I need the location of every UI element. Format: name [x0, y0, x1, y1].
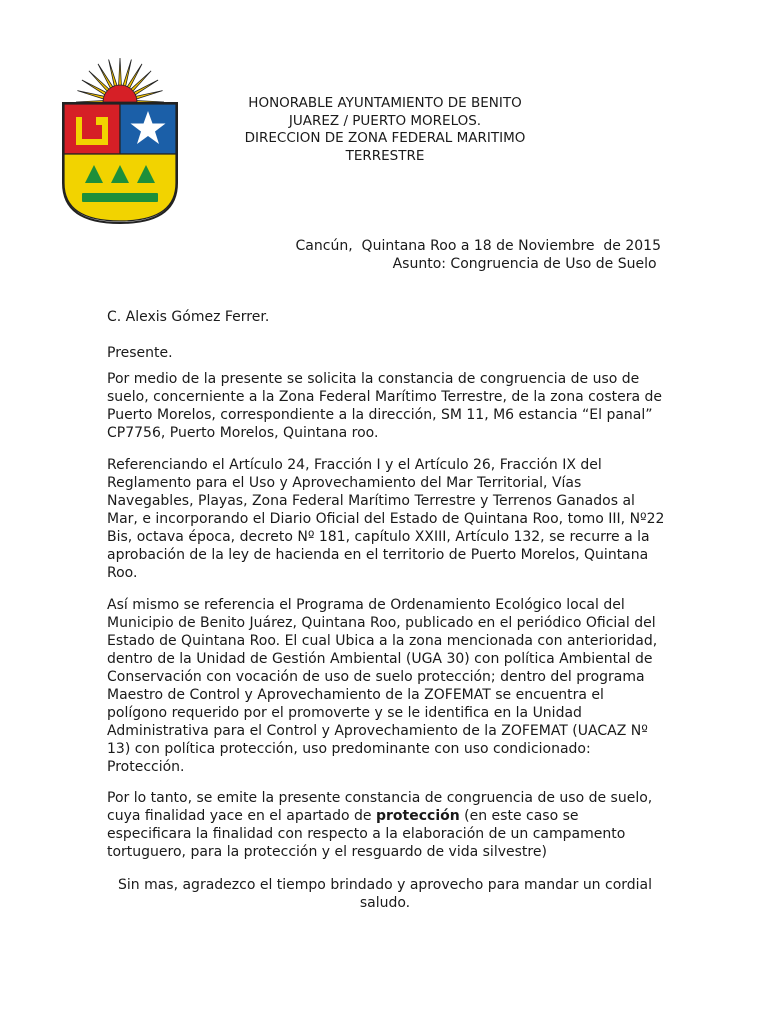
green-band: [82, 193, 158, 202]
paragraph-4-emphasis: protección: [375, 808, 460, 824]
salutation: Presente.: [107, 345, 173, 361]
letterhead-line-4: TERRESTRE: [345, 147, 425, 164]
subject-line: Asunto: Congruencia de Uso de Suelo: [392, 256, 661, 272]
letterhead-line-2: JUAREZ / PUERTO MORELOS.: [288, 112, 482, 129]
yellow-base: [64, 154, 176, 221]
letterhead: [230, 95, 540, 165]
sun-icon: [76, 58, 164, 103]
date-line: Cancún, Quintana Roo a 18 de Noviembre de 2015: [295, 238, 661, 254]
closing-line: Sin mas, agradezco el tiempo brindado y aprovecho para mandar un cordial saludo.: [117, 877, 653, 911]
red-quarter: [64, 104, 120, 154]
recipient-name: C. Alexis Gómez Ferrer.: [107, 309, 270, 325]
letterhead-line-3: DIRECCION DE ZONA FEDERAL MARITIMO: [244, 130, 526, 146]
body-paragraph-2: Referenciando el Artículo 24, Fracción I y el Artículo 26, Fracción IX del Reglamento para el Uso y Aprovechamiento del Mar Territorial, Vías Navegables, Playas, Zona Federal Marítimo Terrestre y Terrenos Ganados al Mar, e incorporando el Diario Oficial del Estado de Quintana Roo, tomo III, Nº22 Bis, octava época, decreto Nº 181, capítulo XXIII, Artículo 132, se recurre a la aprobación de la ley de hacienda en el territorio de Puerto Morelos, Quintana Roo.: [107, 457, 665, 581]
body-paragraph-3: Así mismo se referencia el Programa de Ordenamiento Ecológico local del Municipio de Benito Juárez, Quintana Roo, publicado en el periódico Oficial del Estado de Quintana Roo. El cual Ubica a la zona mencionada con anterioridad, dentro de la Unidad de Gestión Ambiental (UGA 30) con política Ambiental de Conservación con vocación de uso de suelo protección; dentro del programa Maestro de Control y Aprovechamiento de la ZOFEMAT se encuentra el polígono requerido por el promoverte y se le identifica en la Unidad Administrativa para el Control y Aprovechamiento de la ZOFEMAT (UACAZ Nº 13) con política protección, uso predominante con uso condicionado: Protección.: [107, 597, 658, 775]
coat-of-arms-logo: [60, 55, 180, 225]
body-paragraph-4: [107, 789, 667, 861]
paragraph-4-end: (en este caso se especificara la finalidad con respecto a la elaboración de un campamento tortuguero, para la protección y el resguardo de vida silvestre): [107, 808, 626, 860]
paragraph-4-start: Por lo tanto, se emite la presente constancia de congruencia de uso de suelo, cuya finalidad yace en el apartado de: [107, 790, 653, 824]
body-paragraph-1: Por medio de la presente se solicita la constancia de congruencia de uso de suelo, concerniente a la Zona Federal Marítimo Terrestre, de la zona costera de Puerto Morelos, correspondiente a la dirección, SM 11, M6 estancia “El panal” CP7756, Puerto Morelos, Quintana roo.: [107, 371, 663, 441]
date-block: [296, 237, 661, 273]
letterhead-line-1: HONORABLE AYUNTAMIENTO DE BENITO: [248, 95, 522, 111]
